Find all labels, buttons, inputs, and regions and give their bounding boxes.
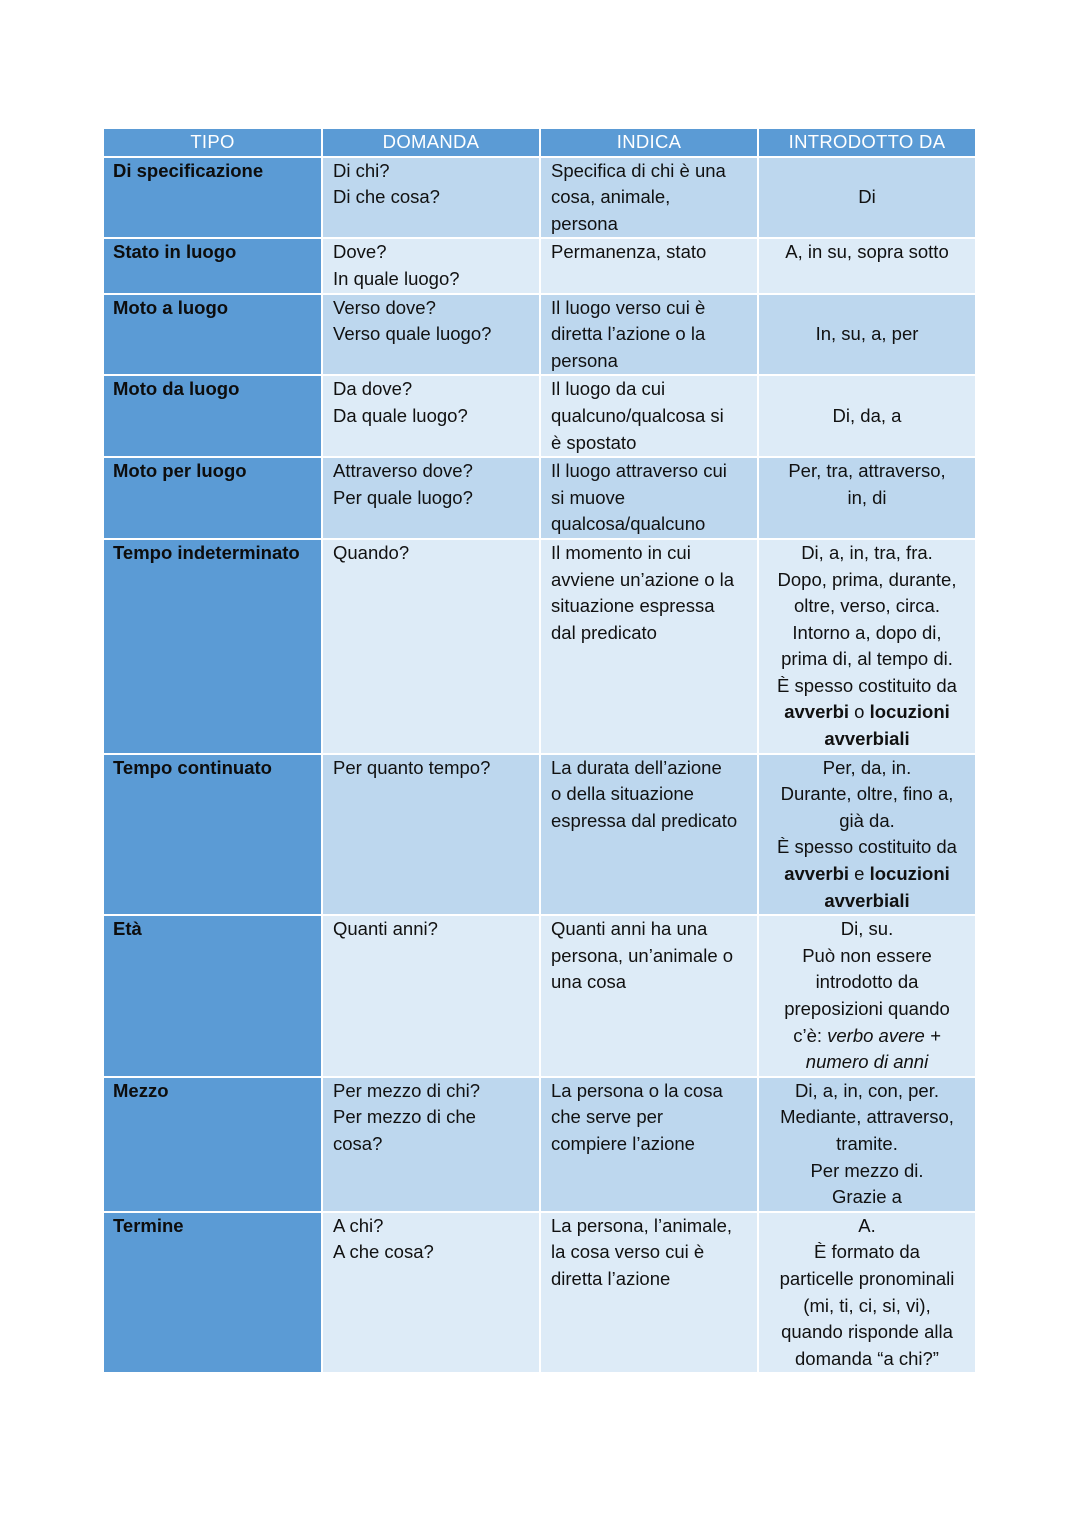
introdotto-line: È spesso costituito da [777, 674, 957, 696]
indica-line: è spostato [551, 431, 637, 453]
indica-cell [540, 915, 758, 1077]
introdotto-line: prima di, al tempo di. [781, 648, 953, 670]
introdotto-line: Può non essere [802, 944, 932, 966]
tipo-cell: Tempo continuato [104, 754, 322, 916]
table-row [104, 1077, 976, 1212]
introdotto-cell [758, 238, 976, 293]
domanda-line: Per mezzo di chi? [333, 1079, 481, 1101]
header-tipo: TIPO [104, 129, 322, 157]
introdotto-line: in, di [847, 486, 887, 508]
indica-line: Specifica di chi è una [551, 159, 726, 181]
introdotto-line [765, 699, 969, 726]
table-row [104, 375, 976, 457]
introdotto-cell [758, 539, 976, 754]
domanda-line: A che cosa? [333, 1241, 434, 1263]
indica-line: Quanti anni ha una [551, 918, 708, 940]
introdotto-line: domanda “a chi?” [795, 1347, 939, 1369]
indica-cell [540, 375, 758, 457]
indica-cell [540, 754, 758, 916]
introdotto-line: Dopo, prima, durante, [777, 568, 957, 590]
indica-line: si muove [551, 486, 626, 508]
indica-line: qualcosa/qualcuno [551, 513, 706, 535]
indica-line: La persona, l’animale, [551, 1214, 732, 1236]
introdotto-cell [758, 1212, 976, 1374]
introdotto-line: Mediante, attraverso, [780, 1106, 954, 1128]
domanda-line: Da dove? [333, 378, 413, 400]
introdotto-line: particelle pronominali [779, 1267, 955, 1289]
complementi-table [104, 129, 977, 1374]
domanda-line: A chi? [333, 1214, 384, 1236]
tipo-cell: Moto da luogo [104, 375, 322, 457]
introdotto-cell [758, 915, 976, 1077]
indica-line: Il luogo da cui [551, 378, 666, 400]
domanda-cell [322, 157, 540, 239]
bold-term: locuzioni [869, 863, 950, 885]
domanda-cell [322, 238, 540, 293]
domanda-line: Verso dove? [333, 296, 436, 318]
domanda-line: Di che cosa? [333, 186, 440, 208]
domanda-line: Quanti anni? [333, 918, 438, 940]
table-row [104, 157, 976, 239]
introdotto-line: quando risponde alla [781, 1321, 953, 1343]
tipo-cell: Tempo indeterminato [104, 539, 322, 754]
introdotto-line: È formato da [814, 1241, 920, 1263]
indica-line: Il momento in cui [551, 541, 691, 563]
domanda-cell [322, 539, 540, 754]
introdotto-line: (mi, ti, ci, si, vi), [803, 1294, 931, 1316]
introdotto-line [765, 861, 969, 888]
indica-line: persona [551, 212, 618, 234]
indica-cell [540, 238, 758, 293]
table-row [104, 539, 976, 754]
indica-line: Il luogo attraverso cui [551, 460, 727, 482]
introdotto-line: Di, a, in, con, per. [795, 1079, 939, 1101]
domanda-line: Di chi? [333, 159, 390, 181]
indica-line: compiere l’azione [551, 1132, 695, 1154]
indica-line: diretta l’azione [551, 1267, 671, 1289]
join-word: o [849, 701, 870, 723]
introdotto-cell [758, 294, 976, 376]
domanda-cell [322, 457, 540, 539]
bold-term: avverbi [784, 863, 850, 885]
introdotto-line: A. [858, 1214, 876, 1236]
bold-term: locuzioni [869, 701, 950, 723]
header-indica: INDICA [540, 129, 758, 157]
domanda-line: Per quale luogo? [333, 486, 473, 508]
bold-term: avverbiali [824, 728, 910, 750]
domanda-cell [322, 1077, 540, 1212]
domanda-line: Dove? [333, 241, 387, 263]
domanda-line: Per mezzo di che [333, 1106, 476, 1128]
header-row [104, 129, 976, 157]
introdotto-line: Durante, oltre, fino a, [780, 783, 954, 805]
introdotto-line: già da. [839, 809, 895, 831]
introdotto-line: Per, tra, attraverso, [788, 460, 946, 482]
italic-term: verbo avere + [827, 1024, 941, 1046]
header-introdotto-da: INTRODOTTO DA [758, 129, 976, 157]
introdotto-line: Di, a, in, tra, fra. [801, 541, 933, 563]
indica-line: Il luogo verso cui è [551, 296, 706, 318]
indica-line: La durata dell’azione [551, 756, 722, 778]
domanda-line: Attraverso dove? [333, 460, 473, 482]
indica-line: la cosa verso cui è [551, 1241, 705, 1263]
indica-line: che serve per [551, 1106, 664, 1128]
domanda-cell [322, 915, 540, 1077]
lead-text: c’è: [793, 1024, 828, 1046]
table-row [104, 457, 976, 539]
indica-line: qualcuno/qualcosa si [551, 404, 724, 426]
indica-cell [540, 1077, 758, 1212]
introdotto-line: Intorno a, dopo di, [792, 621, 942, 643]
introdotto-cell [758, 1077, 976, 1212]
indica-line: espressa dal predicato [551, 809, 738, 831]
indica-line: situazione espressa [551, 595, 715, 617]
introdotto-line: A, in su, sopra sotto [785, 241, 949, 263]
indica-line: persona, un’animale o [551, 944, 734, 966]
tipo-cell: Di specificazione [104, 157, 322, 239]
introdotto-cell [758, 375, 976, 457]
tipo-cell: Mezzo [104, 1077, 322, 1212]
introdotto-line: Per, da, in. [822, 756, 912, 778]
introdotto-line: oltre, verso, circa. [794, 595, 940, 617]
tipo-cell: Moto per luogo [104, 457, 322, 539]
indica-cell [540, 457, 758, 539]
introdotto-line: tramite. [836, 1132, 898, 1154]
indica-line: dal predicato [551, 621, 657, 643]
header-domanda: DOMANDA [322, 129, 540, 157]
join-word: e [849, 863, 870, 885]
domanda-line: Verso quale luogo? [333, 323, 492, 345]
domanda-line: Per quanto tempo? [333, 756, 491, 778]
bold-term: avverbi [784, 701, 850, 723]
bold-term: avverbiali [824, 889, 910, 911]
introdotto-line: È spesso costituito da [777, 836, 957, 858]
tipo-cell: Età [104, 915, 322, 1077]
introdotto-cell [758, 457, 976, 539]
tipo-cell: Moto a luogo [104, 294, 322, 376]
introdotto-cell [758, 157, 976, 239]
introdotto-line: In, su, a, per [815, 323, 919, 345]
domanda-line: Quando? [333, 541, 410, 563]
domanda-cell [322, 375, 540, 457]
tipo-cell: Stato in luogo [104, 238, 322, 293]
indica-cell [540, 157, 758, 239]
indica-line: avviene un’azione o la [551, 568, 735, 590]
introdotto-line: introdotto da [815, 971, 919, 993]
indica-line: una cosa [551, 971, 627, 993]
domanda-line: cosa? [333, 1132, 383, 1154]
domanda-cell [322, 754, 540, 916]
domanda-cell [322, 294, 540, 376]
introdotto-line: preposizioni quando [784, 998, 950, 1019]
domanda-line: In quale luogo? [333, 267, 460, 289]
table-row [104, 1212, 976, 1374]
domanda-line: Da quale luogo? [333, 404, 468, 426]
introdotto-line: Di, da, a [832, 404, 902, 426]
indica-line: La persona o la cosa [551, 1079, 723, 1101]
indica-line: o della situazione [551, 783, 694, 805]
indica-cell [540, 1212, 758, 1374]
table-row [104, 915, 976, 1077]
tipo-cell: Termine [104, 1212, 322, 1374]
indica-cell [540, 294, 758, 376]
domanda-cell [322, 1212, 540, 1374]
table-row [104, 294, 976, 376]
table-row [104, 238, 976, 293]
indica-line: persona [551, 349, 618, 371]
table-row [104, 754, 976, 916]
introdotto-line: Di [858, 186, 876, 208]
indica-cell [540, 539, 758, 754]
indica-line: Permanenza, stato [551, 241, 707, 263]
introdotto-cell [758, 754, 976, 916]
indica-line: cosa, animale, [551, 186, 671, 208]
introdotto-line: Grazie a [832, 1186, 902, 1208]
introdotto-line: Per mezzo di. [810, 1159, 924, 1181]
indica-line: diretta l’azione o la [551, 323, 706, 345]
italic-term: numero di anni [805, 1051, 929, 1073]
introdotto-line [765, 1023, 969, 1050]
introdotto-line: Di, su. [840, 918, 894, 940]
